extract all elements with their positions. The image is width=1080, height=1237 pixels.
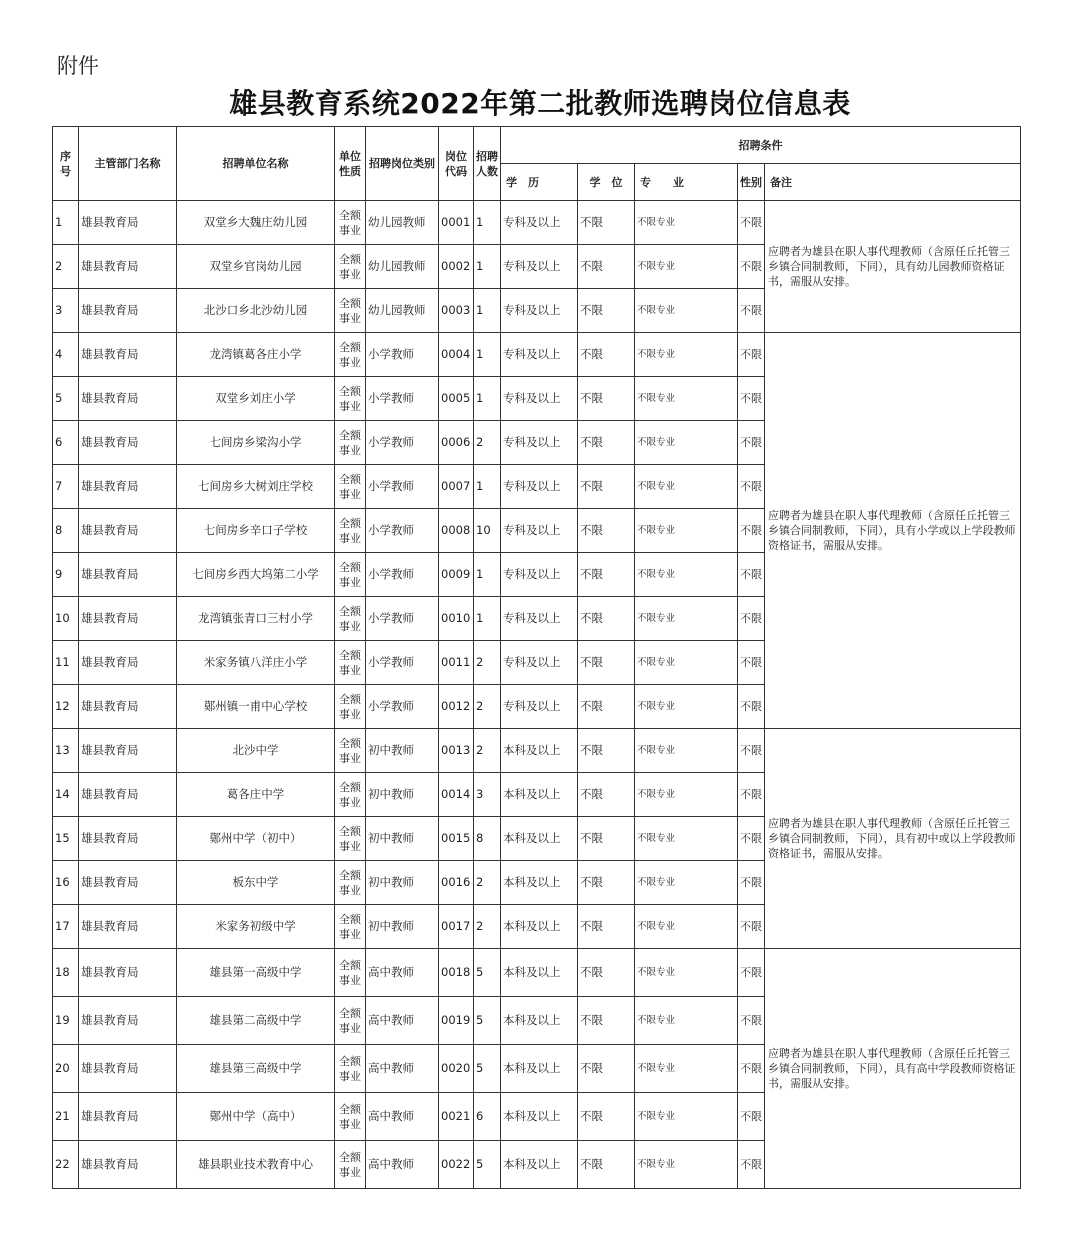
cell-nature: 全额事业 <box>335 905 366 949</box>
cell-remark: 应聘者为雄县在职人事代理教师（含原任丘托管三乡镇合同制教师，下同），具有小学或以上学段教师资格证书，需服从安排。 <box>765 333 1021 729</box>
cell-code: 0019 <box>439 997 474 1045</box>
cell-education: 本科及以上 <box>501 817 578 861</box>
cell-degree: 不限 <box>578 1045 635 1093</box>
header-gender: 性别 <box>738 164 765 201</box>
cell-no: 16 <box>53 861 79 905</box>
page-title: 雄县教育系统2022年第二批教师选聘岗位信息表 <box>229 87 851 120</box>
cell-major: 不限专业 <box>635 289 738 333</box>
cell-major: 不限专业 <box>635 729 738 773</box>
cell-dept: 雄县教育局 <box>79 509 177 553</box>
cell-major: 不限专业 <box>635 465 738 509</box>
cell-remark: 应聘者为雄县在职人事代理教师（含原任丘托管三乡镇合同制教师，下同），具有初中或以上学段教师资格证书，需服从安排。 <box>765 729 1021 949</box>
cell-major: 不限专业 <box>635 641 738 685</box>
cell-major: 不限专业 <box>635 245 738 289</box>
cell-unit: 鄚州中学（高中） <box>177 1093 335 1141</box>
cell-category: 小学教师 <box>366 685 439 729</box>
cell-count: 2 <box>474 861 501 905</box>
cell-nature: 全额事业 <box>335 421 366 465</box>
cell-nature: 全额事业 <box>335 729 366 773</box>
cell-gender: 不限 <box>738 729 765 773</box>
cell-no: 3 <box>53 289 79 333</box>
cell-category: 初中教师 <box>366 773 439 817</box>
cell-unit: 双堂乡官岗幼儿园 <box>177 245 335 289</box>
cell-education: 专科及以上 <box>501 333 578 377</box>
cell-category: 幼儿园教师 <box>366 245 439 289</box>
cell-count: 5 <box>474 949 501 997</box>
cell-dept: 雄县教育局 <box>79 1093 177 1141</box>
cell-gender: 不限 <box>738 1045 765 1093</box>
cell-no: 14 <box>53 773 79 817</box>
cell-dept: 雄县教育局 <box>79 641 177 685</box>
cell-unit: 龙湾镇葛各庄小学 <box>177 333 335 377</box>
cell-nature: 全额事业 <box>335 465 366 509</box>
cell-major: 不限专业 <box>635 773 738 817</box>
cell-category: 高中教师 <box>366 997 439 1045</box>
cell-dept: 雄县教育局 <box>79 553 177 597</box>
cell-major: 不限专业 <box>635 685 738 729</box>
cell-no: 15 <box>53 817 79 861</box>
cell-major: 不限专业 <box>635 1093 738 1141</box>
cell-education: 专科及以上 <box>501 289 578 333</box>
cell-no: 1 <box>53 201 79 245</box>
cell-nature: 全额事业 <box>335 509 366 553</box>
cell-gender: 不限 <box>738 861 765 905</box>
cell-no: 5 <box>53 377 79 421</box>
cell-nature: 全额事业 <box>335 685 366 729</box>
cell-unit: 米家务镇八洋庄小学 <box>177 641 335 685</box>
cell-gender: 不限 <box>738 1141 765 1189</box>
cell-code: 0011 <box>439 641 474 685</box>
cell-nature: 全额事业 <box>335 1093 366 1141</box>
cell-code: 0006 <box>439 421 474 465</box>
cell-unit: 鄚州中学（初中） <box>177 817 335 861</box>
cell-no: 13 <box>53 729 79 773</box>
cell-count: 10 <box>474 509 501 553</box>
cell-code: 0021 <box>439 1093 474 1141</box>
header-category: 招聘岗位类别 <box>366 127 439 201</box>
cell-degree: 不限 <box>578 861 635 905</box>
cell-no: 17 <box>53 905 79 949</box>
cell-category: 高中教师 <box>366 1141 439 1189</box>
cell-category: 初中教师 <box>366 729 439 773</box>
cell-unit: 米家务初级中学 <box>177 905 335 949</box>
cell-count: 6 <box>474 1093 501 1141</box>
cell-major: 不限专业 <box>635 817 738 861</box>
cell-major: 不限专业 <box>635 1045 738 1093</box>
cell-unit: 葛各庄中学 <box>177 773 335 817</box>
cell-unit: 双堂乡刘庄小学 <box>177 377 335 421</box>
cell-education: 本科及以上 <box>501 997 578 1045</box>
cell-education: 专科及以上 <box>501 245 578 289</box>
cell-no: 10 <box>53 597 79 641</box>
cell-major: 不限专业 <box>635 553 738 597</box>
attachment-label: 附件 <box>57 54 99 78</box>
cell-no: 8 <box>53 509 79 553</box>
cell-count: 8 <box>474 817 501 861</box>
cell-category: 小学教师 <box>366 641 439 685</box>
cell-nature: 全额事业 <box>335 817 366 861</box>
cell-major: 不限专业 <box>635 1141 738 1189</box>
cell-education: 专科及以上 <box>501 597 578 641</box>
cell-category: 初中教师 <box>366 861 439 905</box>
cell-unit: 七间房乡大树刘庄学校 <box>177 465 335 509</box>
cell-degree: 不限 <box>578 245 635 289</box>
cell-no: 19 <box>53 997 79 1045</box>
cell-count: 1 <box>474 465 501 509</box>
cell-no: 6 <box>53 421 79 465</box>
cell-dept: 雄县教育局 <box>79 905 177 949</box>
cell-degree: 不限 <box>578 641 635 685</box>
cell-education: 专科及以上 <box>501 641 578 685</box>
cell-count: 1 <box>474 201 501 245</box>
cell-degree: 不限 <box>578 949 635 997</box>
cell-dept: 雄县教育局 <box>79 421 177 465</box>
cell-unit: 北沙中学 <box>177 729 335 773</box>
cell-major: 不限专业 <box>635 421 738 465</box>
cell-dept: 雄县教育局 <box>79 685 177 729</box>
cell-count: 2 <box>474 905 501 949</box>
cell-gender: 不限 <box>738 1093 765 1141</box>
cell-education: 本科及以上 <box>501 905 578 949</box>
cell-code: 0012 <box>439 685 474 729</box>
cell-nature: 全额事业 <box>335 1045 366 1093</box>
cell-count: 5 <box>474 1141 501 1189</box>
cell-nature: 全额事业 <box>335 641 366 685</box>
cell-education: 本科及以上 <box>501 1045 578 1093</box>
cell-gender: 不限 <box>738 201 765 245</box>
cell-nature: 全额事业 <box>335 949 366 997</box>
cell-dept: 雄县教育局 <box>79 465 177 509</box>
cell-degree: 不限 <box>578 1093 635 1141</box>
cell-dept: 雄县教育局 <box>79 1045 177 1093</box>
cell-unit: 七间房乡西大坞第二小学 <box>177 553 335 597</box>
cell-unit: 七间房乡梁沟小学 <box>177 421 335 465</box>
cell-education: 专科及以上 <box>501 201 578 245</box>
cell-category: 小学教师 <box>366 333 439 377</box>
cell-dept: 雄县教育局 <box>79 729 177 773</box>
header-code: 岗位代码 <box>439 127 474 201</box>
header-no: 序号 <box>53 127 79 201</box>
header-conditions: 招聘条件 <box>501 127 1021 164</box>
cell-degree: 不限 <box>578 289 635 333</box>
cell-remark: 应聘者为雄县在职人事代理教师（含原任丘托管三乡镇合同制教师，下同），具有幼儿园教师资格证书，需服从安排。 <box>765 201 1021 333</box>
cell-no: 20 <box>53 1045 79 1093</box>
cell-nature: 全额事业 <box>335 201 366 245</box>
table-row <box>53 333 1021 377</box>
cell-education: 本科及以上 <box>501 1093 578 1141</box>
cell-degree: 不限 <box>578 597 635 641</box>
cell-unit: 北沙口乡北沙幼儿园 <box>177 289 335 333</box>
cell-code: 0003 <box>439 289 474 333</box>
cell-education: 专科及以上 <box>501 465 578 509</box>
cell-category: 小学教师 <box>366 509 439 553</box>
cell-count: 2 <box>474 641 501 685</box>
cell-code: 0013 <box>439 729 474 773</box>
cell-no: 9 <box>53 553 79 597</box>
header-nature: 单位性质 <box>335 127 366 201</box>
table-row <box>53 729 1021 773</box>
cell-dept: 雄县教育局 <box>79 817 177 861</box>
cell-category: 小学教师 <box>366 597 439 641</box>
cell-unit: 雄县第二高级中学 <box>177 997 335 1045</box>
cell-code: 0020 <box>439 1045 474 1093</box>
cell-code: 0002 <box>439 245 474 289</box>
cell-count: 1 <box>474 289 501 333</box>
cell-code: 0008 <box>439 509 474 553</box>
cell-gender: 不限 <box>738 509 765 553</box>
cell-unit: 雄县职业技术教育中心 <box>177 1141 335 1189</box>
cell-education: 本科及以上 <box>501 1141 578 1189</box>
cell-nature: 全额事业 <box>335 333 366 377</box>
cell-major: 不限专业 <box>635 333 738 377</box>
cell-major: 不限专业 <box>635 861 738 905</box>
cell-no: 11 <box>53 641 79 685</box>
header-remark: 备注 <box>765 164 1021 201</box>
cell-unit: 双堂乡大魏庄幼儿园 <box>177 201 335 245</box>
cell-nature: 全额事业 <box>335 773 366 817</box>
header-unit: 招聘单位名称 <box>177 127 335 201</box>
cell-code: 0017 <box>439 905 474 949</box>
cell-gender: 不限 <box>738 773 765 817</box>
cell-gender: 不限 <box>738 245 765 289</box>
cell-gender: 不限 <box>738 685 765 729</box>
cell-major: 不限专业 <box>635 377 738 421</box>
cell-dept: 雄县教育局 <box>79 597 177 641</box>
cell-degree: 不限 <box>578 773 635 817</box>
cell-education: 专科及以上 <box>501 377 578 421</box>
cell-count: 1 <box>474 597 501 641</box>
cell-degree: 不限 <box>578 201 635 245</box>
cell-nature: 全额事业 <box>335 997 366 1045</box>
cell-degree: 不限 <box>578 729 635 773</box>
cell-code: 0001 <box>439 201 474 245</box>
cell-code: 0007 <box>439 465 474 509</box>
cell-major: 不限专业 <box>635 905 738 949</box>
cell-category: 小学教师 <box>366 421 439 465</box>
cell-dept: 雄县教育局 <box>79 861 177 905</box>
cell-dept: 雄县教育局 <box>79 773 177 817</box>
cell-gender: 不限 <box>738 377 765 421</box>
cell-unit: 鄚州镇一甫中心学校 <box>177 685 335 729</box>
cell-count: 1 <box>474 553 501 597</box>
cell-dept: 雄县教育局 <box>79 1141 177 1189</box>
cell-degree: 不限 <box>578 377 635 421</box>
cell-category: 高中教师 <box>366 949 439 997</box>
cell-major: 不限专业 <box>635 949 738 997</box>
cell-code: 0004 <box>439 333 474 377</box>
cell-unit: 龙湾镇张青口三村小学 <box>177 597 335 641</box>
cell-education: 专科及以上 <box>501 685 578 729</box>
cell-code: 0016 <box>439 861 474 905</box>
header-count: 招聘人数 <box>474 127 501 201</box>
cell-major: 不限专业 <box>635 997 738 1045</box>
cell-degree: 不限 <box>578 905 635 949</box>
cell-degree: 不限 <box>578 421 635 465</box>
cell-no: 12 <box>53 685 79 729</box>
cell-degree: 不限 <box>578 1141 635 1189</box>
cell-no: 22 <box>53 1141 79 1189</box>
header-degree: 学 位 <box>578 164 635 201</box>
cell-degree: 不限 <box>578 685 635 729</box>
cell-count: 5 <box>474 1045 501 1093</box>
header-major: 专 业 <box>635 164 738 201</box>
cell-code: 0022 <box>439 1141 474 1189</box>
cell-count: 2 <box>474 685 501 729</box>
cell-dept: 雄县教育局 <box>79 949 177 997</box>
cell-gender: 不限 <box>738 421 765 465</box>
cell-no: 18 <box>53 949 79 997</box>
cell-education: 专科及以上 <box>501 509 578 553</box>
cell-code: 0015 <box>439 817 474 861</box>
header-dept: 主管部门名称 <box>79 127 177 201</box>
cell-gender: 不限 <box>738 905 765 949</box>
cell-education: 本科及以上 <box>501 949 578 997</box>
cell-dept: 雄县教育局 <box>79 333 177 377</box>
cell-count: 1 <box>474 245 501 289</box>
cell-nature: 全额事业 <box>335 245 366 289</box>
cell-degree: 不限 <box>578 465 635 509</box>
cell-degree: 不限 <box>578 553 635 597</box>
cell-gender: 不限 <box>738 997 765 1045</box>
cell-category: 高中教师 <box>366 1093 439 1141</box>
cell-gender: 不限 <box>738 333 765 377</box>
cell-unit: 雄县第三高级中学 <box>177 1045 335 1093</box>
cell-no: 7 <box>53 465 79 509</box>
cell-education: 专科及以上 <box>501 421 578 465</box>
cell-no: 2 <box>53 245 79 289</box>
cell-gender: 不限 <box>738 553 765 597</box>
cell-unit: 板东中学 <box>177 861 335 905</box>
cell-code: 0005 <box>439 377 474 421</box>
table-row <box>53 201 1021 245</box>
cell-category: 小学教师 <box>366 553 439 597</box>
cell-major: 不限专业 <box>635 509 738 553</box>
cell-nature: 全额事业 <box>335 377 366 421</box>
cell-category: 初中教师 <box>366 817 439 861</box>
cell-degree: 不限 <box>578 817 635 861</box>
cell-nature: 全额事业 <box>335 289 366 333</box>
cell-category: 小学教师 <box>366 465 439 509</box>
cell-category: 小学教师 <box>366 377 439 421</box>
cell-count: 5 <box>474 997 501 1045</box>
cell-code: 0010 <box>439 597 474 641</box>
cell-no: 21 <box>53 1093 79 1141</box>
cell-category: 幼儿园教师 <box>366 201 439 245</box>
cell-degree: 不限 <box>578 333 635 377</box>
cell-education: 本科及以上 <box>501 729 578 773</box>
cell-nature: 全额事业 <box>335 1141 366 1189</box>
cell-gender: 不限 <box>738 817 765 861</box>
cell-nature: 全额事业 <box>335 861 366 905</box>
cell-education: 本科及以上 <box>501 773 578 817</box>
cell-gender: 不限 <box>738 641 765 685</box>
cell-major: 不限专业 <box>635 597 738 641</box>
table-header-row-1 <box>53 127 1021 164</box>
cell-dept: 雄县教育局 <box>79 377 177 421</box>
cell-dept: 雄县教育局 <box>79 245 177 289</box>
cell-dept: 雄县教育局 <box>79 289 177 333</box>
cell-education: 专科及以上 <box>501 553 578 597</box>
cell-nature: 全额事业 <box>335 597 366 641</box>
cell-gender: 不限 <box>738 949 765 997</box>
cell-dept: 雄县教育局 <box>79 997 177 1045</box>
cell-unit: 七间房乡辛口子学校 <box>177 509 335 553</box>
cell-education: 本科及以上 <box>501 861 578 905</box>
recruitment-table <box>52 126 1021 1189</box>
cell-count: 1 <box>474 333 501 377</box>
cell-unit: 雄县第一高级中学 <box>177 949 335 997</box>
cell-code: 0014 <box>439 773 474 817</box>
cell-category: 初中教师 <box>366 905 439 949</box>
cell-count: 3 <box>474 773 501 817</box>
cell-gender: 不限 <box>738 289 765 333</box>
cell-gender: 不限 <box>738 465 765 509</box>
cell-dept: 雄县教育局 <box>79 201 177 245</box>
cell-no: 4 <box>53 333 79 377</box>
cell-code: 0009 <box>439 553 474 597</box>
cell-count: 1 <box>474 377 501 421</box>
cell-degree: 不限 <box>578 509 635 553</box>
table-row <box>53 949 1021 997</box>
cell-major: 不限专业 <box>635 201 738 245</box>
cell-code: 0018 <box>439 949 474 997</box>
cell-count: 2 <box>474 421 501 465</box>
cell-category: 幼儿园教师 <box>366 289 439 333</box>
cell-category: 高中教师 <box>366 1045 439 1093</box>
cell-degree: 不限 <box>578 997 635 1045</box>
cell-gender: 不限 <box>738 597 765 641</box>
cell-nature: 全额事业 <box>335 553 366 597</box>
header-education: 学 历 <box>501 164 578 201</box>
cell-count: 2 <box>474 729 501 773</box>
cell-remark: 应聘者为雄县在职人事代理教师（含原任丘托管三乡镇合同制教师，下同），具有高中学段教师资格证书，需服从安排。 <box>765 949 1021 1189</box>
